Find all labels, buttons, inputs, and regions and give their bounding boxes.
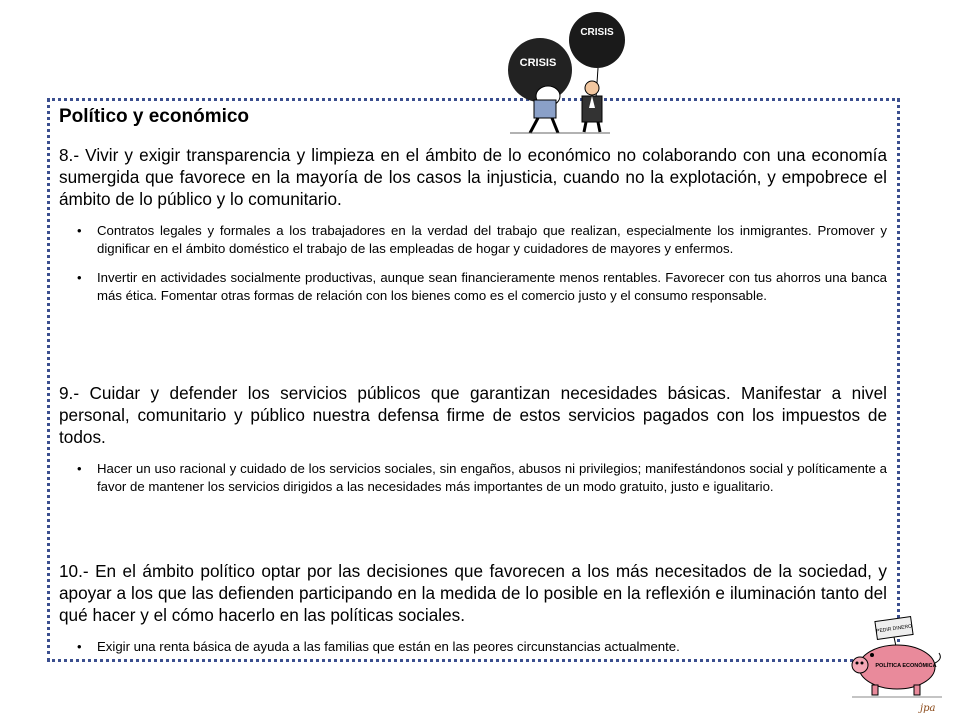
section-9-bullets <box>59 460 887 495</box>
section-10-text: 10.- En el ámbito político optar por las decisiones que favorecen a los más necesitados de la sociedad, y apoyar a los que las defienden participando en la medida de lo posible en la reflexión e iluminación tanto del qué hacer y el cómo hacerlo en las políticas sociales. <box>59 561 887 625</box>
list-item <box>59 460 887 495</box>
bullet-icon: • <box>77 461 82 476</box>
pig-sign-text: PEDIR DINERO <box>875 623 913 635</box>
section-8 <box>59 104 887 316</box>
list-item <box>59 269 887 304</box>
bullet-text: Contratos legales y formales a los trabajadores en la verdad del trabajo que realizan, especialmente los inmigrantes. Promover y dignificar en el ámbito doméstico el trabajo de las empleadas de hogar y cuidadores de mayores y enfermos. <box>97 223 887 256</box>
section-8-text: 8.- Vivir y exigir transparencia y limpieza en el ámbito de lo económico no colaborando con una economía sumergida que favorece en la mayoría de los casos la injusticia, cuando no la explotación, y empobrece el ámbito de lo público y lo comunitario. <box>59 145 887 209</box>
section-9 <box>59 382 887 507</box>
section-8-bullets <box>59 222 887 304</box>
section-10-bullets <box>59 638 887 656</box>
bullet-text: Exigir una renta básica de ayuda a las familias que están en las peores circunstancias actualmente. <box>97 639 680 654</box>
slide-heading: Político y económico <box>59 106 250 127</box>
bullet-icon: • <box>77 639 82 654</box>
list-item <box>59 222 887 257</box>
cartoon-signature: jpa <box>920 703 936 714</box>
piggy-bank-cartoon <box>842 615 952 715</box>
pig-label: POLÍTICA ECONÓMICA <box>875 663 937 669</box>
bullet-icon: • <box>77 223 82 238</box>
list-item <box>59 638 887 656</box>
bullet-text: Hacer un uso racional y cuidado de los servicios sociales, sin engaños, abusos ni privilegios; manifestándonos social y políticamente a favor de mantener los servicios dirigidos a las necesidades más importantes de un modo gratuito, justo e igualitario. <box>97 461 887 494</box>
crisis-ball-label-2: CRISIS <box>580 27 614 38</box>
crisis-ball-label-1: CRISIS <box>519 57 557 69</box>
bullet-icon: • <box>77 270 82 285</box>
section-10 <box>59 560 887 668</box>
section-9-text: 9.- Cuidar y defender los servicios públicos que garantizan necesidades básicas. Manifestar a nivel personal, comunitario y público nuestra defensa firme de estos servicios pagados con los impuestos de todos. <box>59 383 887 447</box>
bullet-text: Invertir en actividades socialmente productivas, aunque sean financieramente menos rentables. Favorecer con tus ahorros una banca más ética. Fomentar otras formas de relación con los bienes como es el comercio justo y el consumo responsable. <box>97 270 887 303</box>
